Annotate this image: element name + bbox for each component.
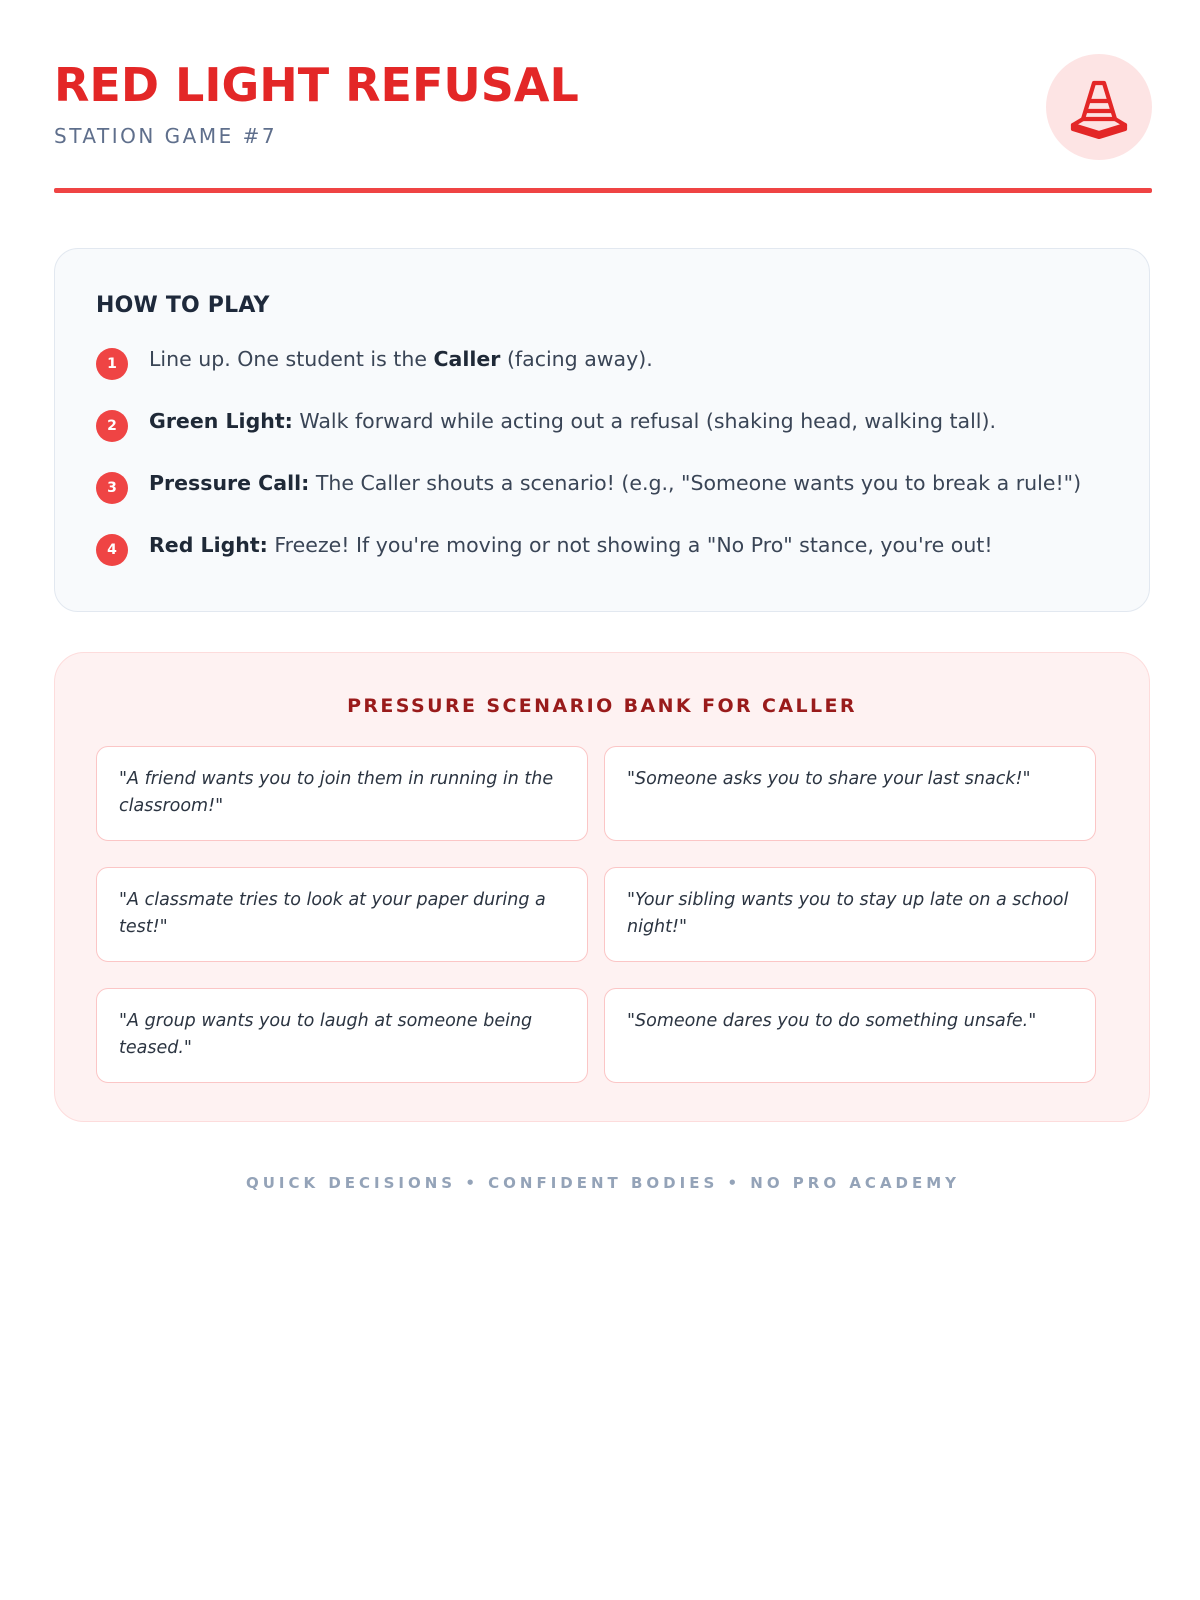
- step-text-end: Walk forward while acting out a refusal (shaking head, walking tall).: [292, 409, 997, 433]
- step-number-badge: 2: [96, 410, 128, 442]
- steps-list: [96, 345, 1106, 593]
- scenario-bank-card: [54, 652, 1150, 1122]
- step-keyword: Red Light:: [149, 533, 268, 557]
- step-text: [149, 469, 1081, 497]
- step-keyword: Green Light:: [149, 409, 293, 433]
- scenario-card: "Someone dares you to do something unsafe.": [604, 988, 1096, 1083]
- page-footer: QUICK DECISIONS • CONFIDENT BODIES • NO PRO ACADEMY: [245, 1174, 961, 1192]
- step-text: [149, 345, 653, 373]
- step-item: [96, 469, 1106, 531]
- step-keyword: Pressure Call:: [149, 471, 310, 495]
- step-keyword: Caller: [433, 347, 501, 371]
- scenario-card: "Your sibling wants you to stay up late on a school night!": [604, 867, 1096, 962]
- scenario-card: "Someone asks you to share your last snack!": [604, 746, 1096, 841]
- step-text-end: The Caller shouts a scenario! (e.g., "Someone wants you to break a rule!"): [309, 471, 1082, 495]
- step-item: [96, 407, 1106, 469]
- scenario-card: "A group wants you to laugh at someone being teased.": [96, 988, 588, 1083]
- scenario-card: "A classmate tries to look at your paper during a test!": [96, 867, 588, 962]
- how-to-play-title: HOW TO PLAY: [96, 293, 270, 318]
- traffic-cone-icon: [1067, 75, 1131, 139]
- step-number-badge: 3: [96, 472, 128, 504]
- step-text: [149, 407, 996, 435]
- step-text-end: (facing away).: [500, 347, 653, 371]
- step-number-badge: 4: [96, 534, 128, 566]
- step-item: [96, 345, 1106, 407]
- scenario-card: "A friend wants you to join them in running in the classroom!": [96, 746, 588, 841]
- page-header: [54, 54, 1152, 194]
- step-text-end: Freeze! If you're moving or not showing a "No Pro" stance, you're out!: [267, 533, 993, 557]
- step-item: [96, 531, 1106, 593]
- page-title: RED LIGHT REFUSAL: [54, 58, 579, 112]
- step-text-start: Line up. One student is the: [149, 347, 434, 371]
- page-subtitle: STATION GAME #7: [54, 124, 278, 148]
- scenario-bank-title: PRESSURE SCENARIO BANK FOR CALLER: [347, 695, 857, 717]
- step-number-badge: 1: [96, 348, 128, 380]
- header-divider: [54, 188, 1152, 193]
- worksheet-page: [54, 54, 1152, 1192]
- how-to-play-card: [54, 248, 1150, 612]
- cone-badge: [1046, 54, 1152, 160]
- step-text: [149, 531, 993, 559]
